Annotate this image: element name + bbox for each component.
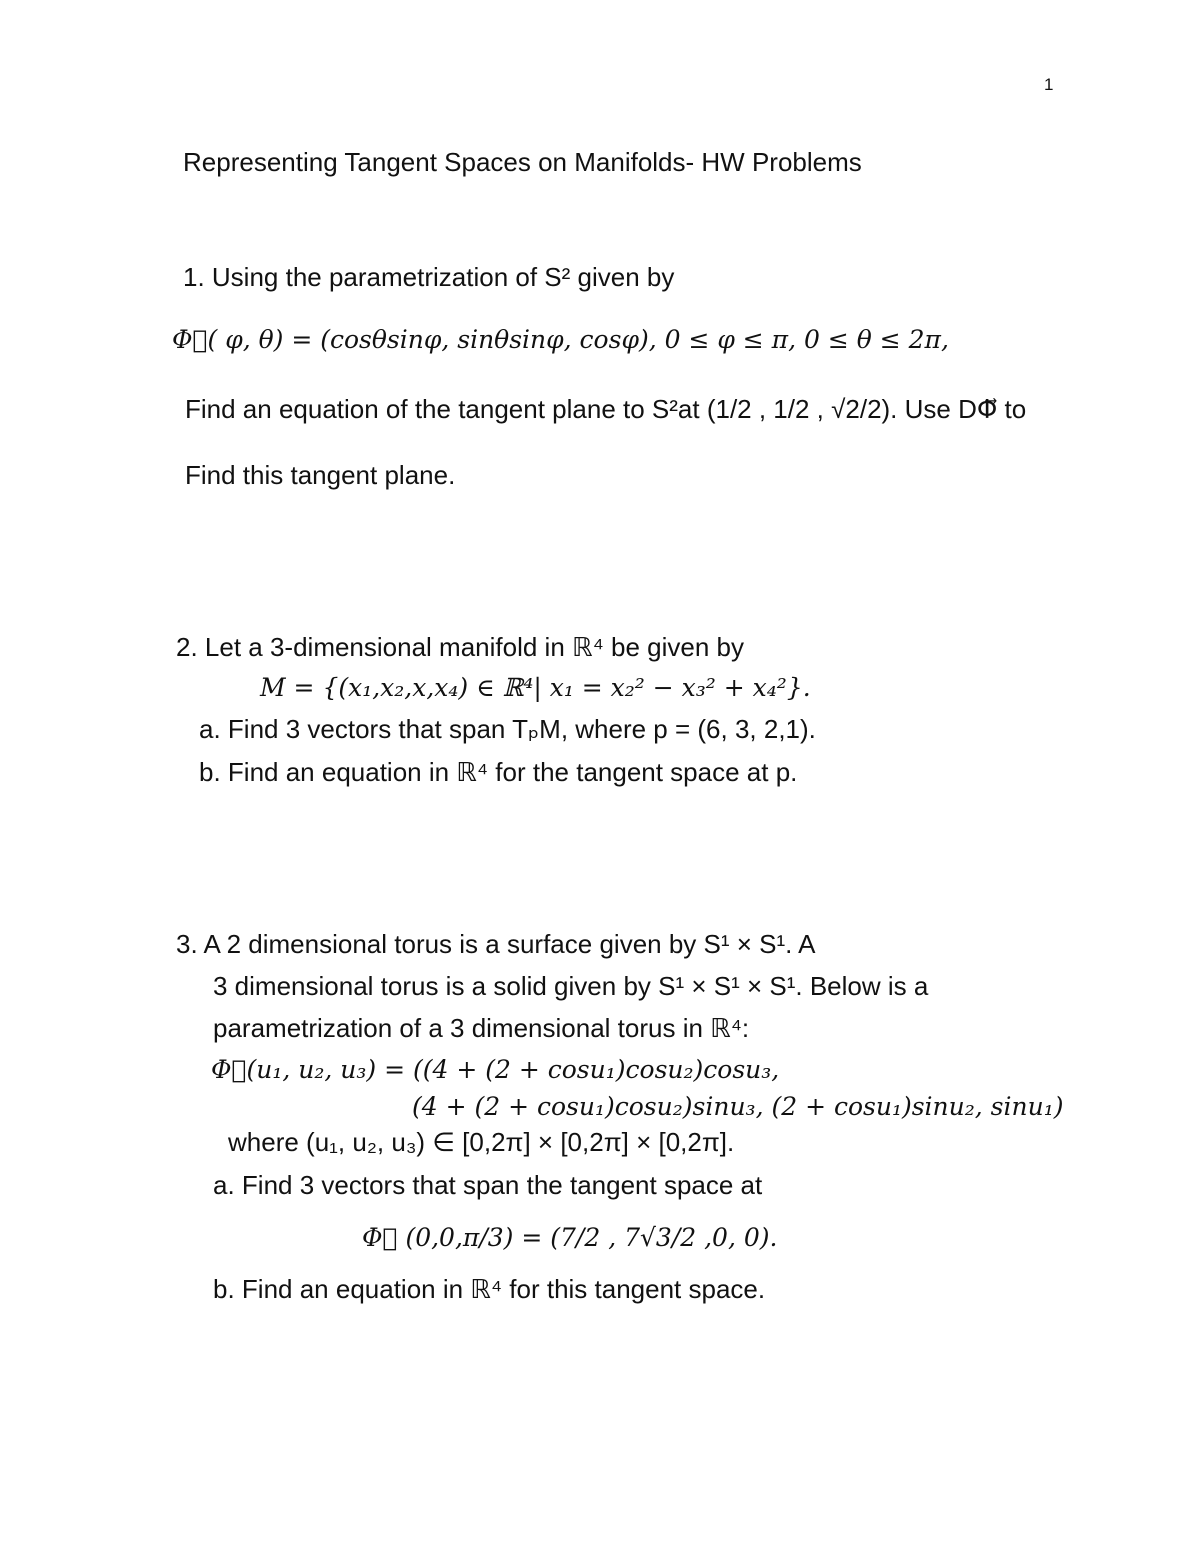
problem-1-question-continued: Find this tangent plane. [185, 460, 456, 490]
problem-3-parametrization-line-2: (4 + (2 + cosu₁)cosu₂)sinu₃, (2 + cosu₁)sinu₂, sinu₁) [412, 1092, 1064, 1121]
problem-3-domain: where (u₁, u₂, u₃) ∈ [0,2π] × [0,2π] × [0,2π]. [228, 1127, 735, 1157]
problem-3-part-a: a. Find 3 vectors that span the tangent space at [213, 1170, 763, 1200]
problem-3-statement-line-3: parametrization of a 3 dimensional torus in ℝ⁴: [213, 1013, 750, 1043]
page-number: 1 [1044, 75, 1054, 94]
problem-3-part-b: b. Find an equation in ℝ⁴ for this tangent space. [213, 1274, 766, 1304]
problem-2-part-b: b. Find an equation in ℝ⁴ for the tangent space at p. [199, 757, 798, 787]
problem-1-statement: 1. Using the parametrization of S² given by [183, 262, 675, 292]
problem-3-statement-line-1: 3. A 2 dimensional torus is a surface given by S¹ × S¹. A [176, 929, 816, 959]
problem-2-manifold-definition: M = {(x₁,x₂,x,x₄) ∈ ℝ⁴| x₁ = x₂² − x₃² + x₄²}. [260, 673, 811, 702]
problem-3-part-a-point: Φ⃗ (0,0,π/3) = (7/2 , 7√3/2 ,0, 0). [362, 1223, 778, 1252]
problem-2-statement: 2. Let a 3-dimensional manifold in ℝ⁴ be given by [176, 632, 744, 662]
problem-2-part-a: a. Find 3 vectors that span TₚM, where p = (6, 3, 2,1). [199, 714, 816, 744]
problem-3-parametrization-line-1: Φ⃗(u₁, u₂, u₃) = ((4 + (2 + cosu₁)cosu₂)cosu₃, [211, 1055, 780, 1084]
problem-1-question: Find an equation of the tangent plane to S²at (1/2 , 1/2 , √2/2). Use DΦ⃗ to [185, 394, 1027, 424]
problem-1-parametrization: Φ⃗( φ, θ) = (cosθsinφ, sinθsinφ, cosφ), 0 ≤ φ ≤ π, 0 ≤ θ ≤ 2π, [172, 325, 949, 354]
problem-3-statement-line-2: 3 dimensional torus is a solid given by S¹ × S¹ × S¹. Below is a [213, 971, 929, 1001]
document-title: Representing Tangent Spaces on Manifolds- HW Problems [183, 147, 862, 177]
